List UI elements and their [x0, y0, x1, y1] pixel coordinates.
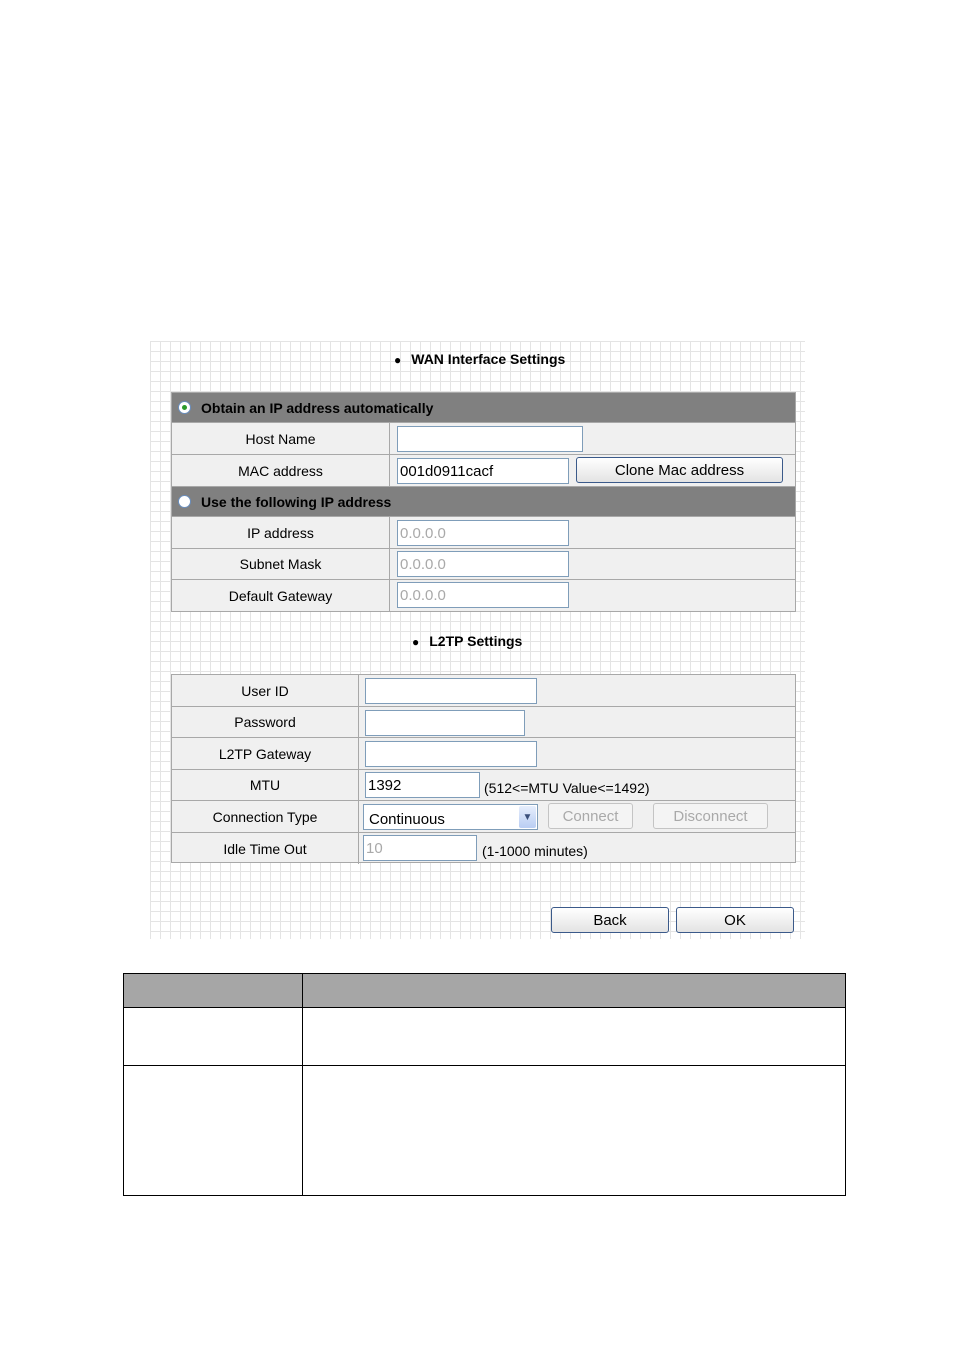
auto-ip-label: Obtain an IP address automatically: [201, 399, 434, 416]
mtu-label: MTU: [172, 770, 359, 800]
obtain-auto-header[interactable]: [172, 393, 795, 423]
l2tp-gateway-label: L2TP Gateway: [172, 738, 359, 769]
chevron-down-icon[interactable]: ▼: [519, 806, 536, 828]
subnet-mask-label: Subnet Mask: [172, 549, 390, 579]
description-header-cell: [124, 974, 303, 1008]
wan-settings-panel: [150, 341, 805, 939]
use-static-header[interactable]: [172, 487, 795, 517]
description-cell: [124, 1066, 303, 1196]
password-label: Password: [172, 707, 359, 737]
idle-time-out-label: Idle Time Out: [172, 833, 359, 864]
default-gateway-row: [172, 580, 795, 611]
description-cell: [303, 1008, 846, 1066]
description-row: [124, 1066, 846, 1196]
static-ip-label: Use the following IP address: [201, 493, 392, 510]
l2tp-gateway-row: [172, 738, 795, 770]
bullet-icon: ●: [394, 353, 402, 367]
description-cell: [124, 1008, 303, 1066]
ip-address-input[interactable]: 0.0.0.0: [397, 520, 569, 546]
user-id-label: User ID: [172, 675, 359, 706]
description-header-cell: [303, 974, 846, 1008]
mtu-hint: (512<=MTU Value<=1492): [484, 780, 650, 796]
connect-button[interactable]: Connect: [548, 803, 633, 829]
subnet-mask-row: [172, 549, 795, 580]
back-button[interactable]: Back: [551, 907, 669, 933]
bullet-icon: ●: [412, 635, 420, 649]
description-table: [123, 973, 846, 1196]
mtu-input[interactable]: 1392: [365, 772, 480, 798]
connection-type-row: [172, 801, 795, 833]
auto-ip-radio[interactable]: [178, 401, 191, 414]
host-name-label: Host Name: [172, 423, 390, 454]
default-gateway-input[interactable]: 0.0.0.0: [397, 582, 569, 608]
connection-type-select[interactable]: [363, 804, 538, 830]
l2tp-section-title: ● L2TP Settings: [412, 633, 523, 649]
idle-time-out-hint: (1-1000 minutes): [482, 843, 588, 859]
mac-address-label: MAC address: [172, 455, 390, 486]
clone-mac-button[interactable]: Clone Mac address: [576, 457, 783, 483]
description-cell: [303, 1066, 846, 1196]
disconnect-button[interactable]: Disconnect: [653, 803, 768, 829]
static-ip-radio[interactable]: [178, 495, 191, 508]
wan-section-title: ● WAN Interface Settings: [394, 351, 566, 367]
description-row: [124, 1008, 846, 1066]
ok-button[interactable]: OK: [676, 907, 794, 933]
ip-address-row: [172, 517, 795, 549]
subnet-mask-input[interactable]: 0.0.0.0: [397, 551, 569, 577]
default-gateway-label: Default Gateway: [172, 580, 390, 611]
user-id-row: [172, 675, 795, 707]
user-id-input[interactable]: [365, 678, 537, 704]
mac-address-row: [172, 455, 795, 487]
connection-type-value: Continuous: [369, 811, 445, 828]
connection-type-label: Connection Type: [172, 801, 359, 832]
mac-address-input[interactable]: 001d0911cacf: [397, 458, 569, 484]
l2tp-gateway-input[interactable]: [365, 741, 537, 767]
host-name-input[interactable]: [397, 426, 583, 452]
ip-address-label: IP address: [172, 517, 390, 548]
idle-time-out-row: [172, 833, 795, 864]
mtu-row: [172, 770, 795, 801]
host-name-row: [172, 423, 795, 455]
l2tp-table: [171, 674, 796, 863]
description-header-row: [124, 974, 846, 1008]
wan-table: [171, 392, 796, 612]
idle-time-out-input[interactable]: 10: [363, 835, 477, 861]
password-row: [172, 707, 795, 738]
password-input[interactable]: [365, 710, 525, 736]
